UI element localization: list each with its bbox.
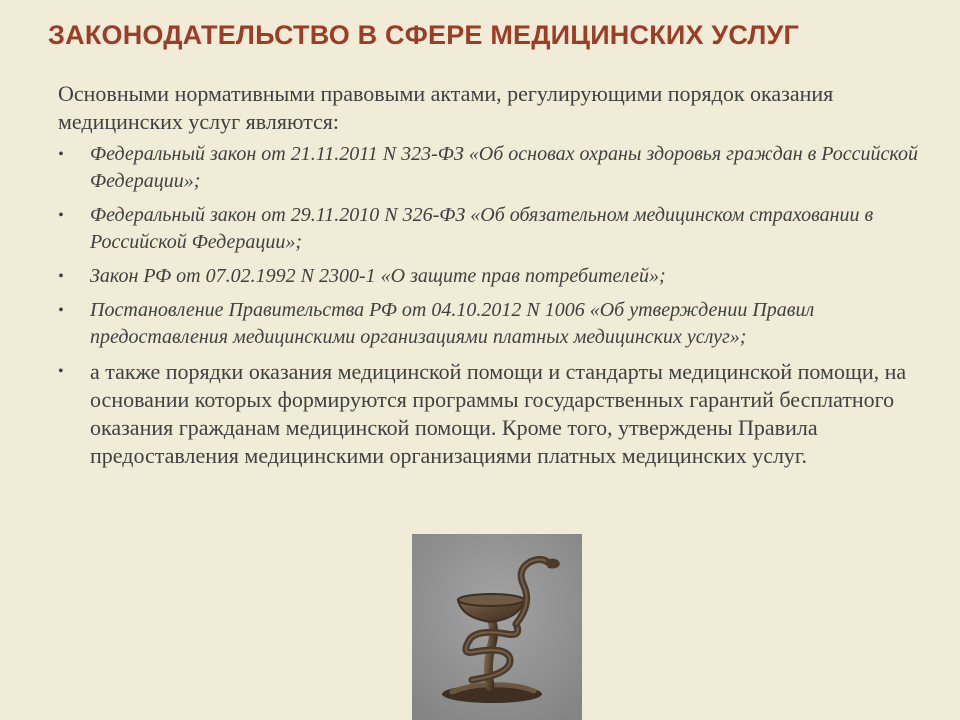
list-item-text: Постановление Правительства РФ от 04.10.2012 N 1006 «Об утверждении Правил предоставления медицинскими организациями платных медицинских услуг»;: [90, 299, 815, 348]
bowl-of-hygieia-image: [412, 534, 582, 720]
bowl-of-hygieia-icon: [412, 534, 582, 720]
list-item-text: Федеральный закон от 29.11.2010 N 326-ФЗ «Об обязательном медицинском страховании в Российской Федерации»;: [90, 204, 874, 253]
legal-acts-list: [58, 141, 928, 470]
list-item-text: а также порядки оказания медицинской помощи и стандарты медицинской помощи, на основании которых формируются программы государственных гарантий бесплатного оказания гражданам медицинской помощи. Кроме того, утверждены Правила предоставления медицинскими организациями платных медицинских услуг.: [90, 359, 907, 468]
list-item: [58, 141, 928, 195]
bullet: •: [58, 302, 64, 319]
list-item: [58, 263, 928, 290]
bullet: •: [58, 268, 64, 285]
list-item-text: Федеральный закон от 21.11.2011 N 323-ФЗ «Об основах охраны здоровья граждан в Российской Федерации»;: [90, 143, 919, 192]
list-item: [58, 202, 928, 256]
list-item: [58, 358, 928, 470]
list-item: [58, 297, 928, 351]
bullet: •: [58, 207, 64, 224]
slide-title: ЗАКОНОДАТЕЛЬСТВО В СФЕРЕ МЕДИЦИНСКИХ УСЛУГ: [48, 20, 800, 50]
intro-text: Основными нормативными правовыми актами, регулирующими порядок оказания медицинских услуг являются:: [58, 81, 834, 134]
list-item-text: Закон РФ от 07.02.1992 N 2300-1 «О защите прав потребителей»;: [90, 265, 666, 287]
bullet: •: [58, 146, 64, 163]
bullet: •: [58, 363, 64, 380]
